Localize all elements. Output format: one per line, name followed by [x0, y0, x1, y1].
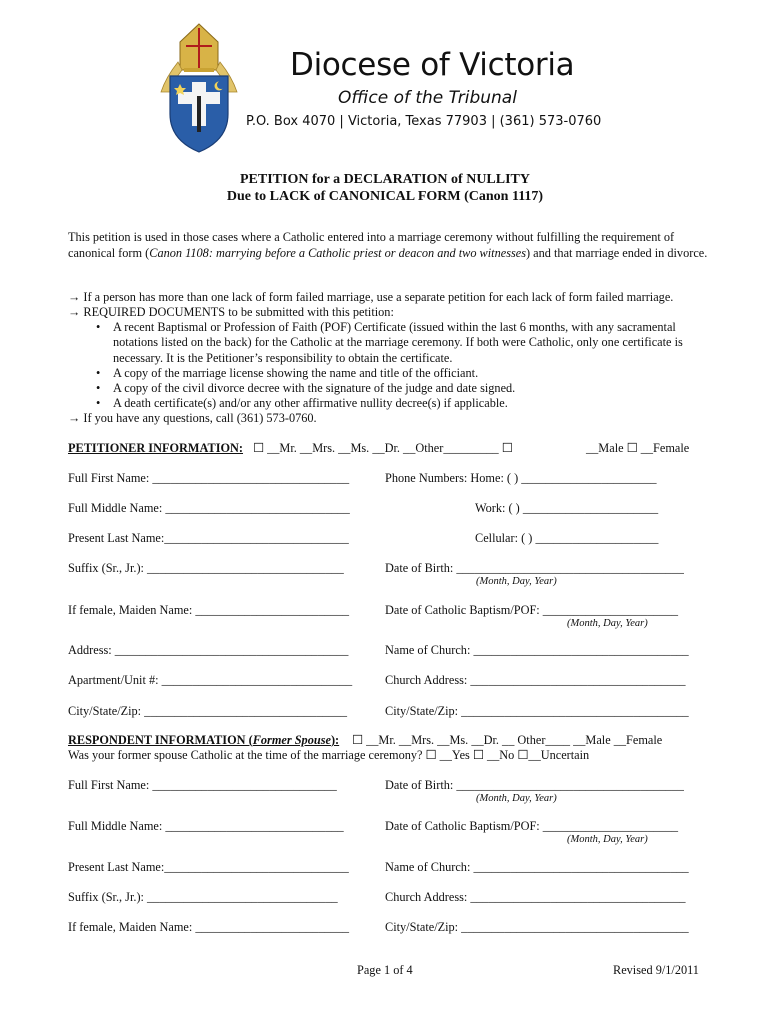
petitioner-address-field[interactable]: Address: ______________________________________ [68, 643, 349, 657]
petitioner-title-options[interactable]: ☐ __Mr. __Mrs. __Ms. __Dr. __Other_________ ☐ [253, 441, 513, 455]
respondent-catholic-question[interactable]: Was your former spouse Catholic at the time of the marriage ceremony? ☐ __Yes ☐ __No ☐__Uncertain [68, 748, 590, 762]
intro-paragraph: This petition is used in those cases where a Catholic entered into a marriage ceremony without fulfilling the requirement of canonical form (Canon 1108: marrying before a Catholic priest or deacon and two witnesses) and that marriage ended in divorce. [68, 230, 708, 260]
date-format-hint: (Month, Day, Year) [476, 576, 557, 587]
office-subtitle: Office of the Tribunal [338, 88, 517, 108]
respondent-first-name-field[interactable]: Full First Name: ______________________________ [68, 778, 337, 792]
list-item: • A copy of the marriage license showing the name and title of the officiant. [96, 366, 701, 381]
respondent-heading: RESPONDENT INFORMATION (Former Spouse): [68, 733, 340, 747]
petitioner-baptism-date-field[interactable]: Date of Catholic Baptism/POF: ______________________ [385, 603, 679, 617]
petitioner-gender-options[interactable]: __Male ☐ __Female [586, 441, 690, 455]
date-format-hint: (Month, Day, Year) [567, 618, 648, 629]
date-format-hint: (Month, Day, Year) [567, 834, 648, 845]
petitioner-heading: PETITIONER INFORMATION: [68, 441, 244, 455]
respondent-date-of-birth-field[interactable]: Date of Birth: _____________________________________ [385, 778, 684, 792]
respondent-church-name-field[interactable]: Name of Church: ___________________________________ [385, 860, 689, 874]
respondent-baptism-date-field[interactable]: Date of Catholic Baptism/POF: ______________________ [385, 819, 679, 833]
form-title-line1: PETITION for a DECLARATION of NULLITY [239, 172, 530, 187]
petitioner-last-name-field[interactable]: Present Last Name:______________________________ [68, 531, 349, 545]
note-questions: → If you have any questions, call (361) 573-0760. [68, 411, 317, 425]
respondent-last-name-field[interactable]: Present Last Name:______________________________ [68, 860, 349, 874]
organization-title: Diocese of Victoria [290, 47, 575, 83]
date-format-hint: (Month, Day, Year) [476, 793, 557, 804]
diocese-crest-logo [156, 22, 242, 154]
petitioner-church-city-field[interactable]: City/State/Zip: _____________________________________ [385, 704, 689, 718]
petitioner-church-address-field[interactable]: Church Address: ___________________________________ [385, 673, 686, 687]
list-item: • A copy of the civil divorce decree with the signature of the judge and date signed. [96, 381, 701, 396]
respondent-middle-name-field[interactable]: Full Middle Name: _____________________________ [68, 819, 344, 833]
respondent-title-options[interactable]: ☐ __Mr. __Mrs. __Ms. __Dr. __ Other____ __Male __Female [352, 733, 663, 747]
petitioner-apartment-field[interactable]: Apartment/Unit #: _______________________________ [68, 673, 353, 687]
note-required-documents: → REQUIRED DOCUMENTS to be submitted with this petition: [68, 305, 394, 319]
petitioner-maiden-name-field[interactable]: If female, Maiden Name: _________________________ [68, 603, 350, 617]
contact-address: P.O. Box 4070 | Victoria, Texas 77903 | (361) 573-0760 [246, 114, 602, 129]
form-title-line2: Due to LACK of CANONICAL FORM (Canon 1117) [226, 189, 544, 204]
petitioner-date-of-birth-field[interactable]: Date of Birth: _____________________________________ [385, 561, 684, 575]
list-item: • A death certificate(s) and/or any other affirmative nullity decree(s) if applicable. [96, 396, 701, 411]
respondent-suffix-field[interactable]: Suffix (Sr., Jr.): _______________________________ [68, 890, 338, 904]
revision-date: Revised 9/1/2011 [613, 963, 699, 977]
respondent-maiden-name-field[interactable]: If female, Maiden Name: _________________________ [68, 920, 350, 934]
respondent-church-address-field[interactable]: Church Address: ___________________________________ [385, 890, 686, 904]
list-item: • A recent Baptismal or Profession of Faith (POF) Certificate (issued within the last 6 months, with any sacramental notations listed on the back) for the Catholic at the marriage ceremony. If both were Catholic, only one certificate is necessary. It is the Petitioner’s responsibility to obtain the certificate. [96, 320, 701, 366]
petitioner-home-phone-field[interactable]: Phone Numbers: Home: ( ) ______________________ [385, 471, 657, 485]
petitioner-cell-phone-field[interactable]: Cellular: ( ) ____________________ [475, 531, 659, 545]
note-separate-petition: → If a person has more than one lack of form failed marriage, use a separate petition for each lack of form failed marriage. [68, 290, 674, 304]
respondent-church-city-field[interactable]: City/State/Zip: _____________________________________ [385, 920, 689, 934]
petitioner-suffix-field[interactable]: Suffix (Sr., Jr.): ________________________________ [68, 561, 344, 575]
page-number: Page 1 of 4 [357, 963, 413, 977]
petitioner-church-name-field[interactable]: Name of Church: ___________________________________ [385, 643, 689, 657]
petitioner-work-phone-field[interactable]: Work: ( ) ______________________ [475, 501, 659, 515]
petitioner-first-name-field[interactable]: Full First Name: ________________________________ [68, 471, 350, 485]
petitioner-middle-name-field[interactable]: Full Middle Name: ______________________________ [68, 501, 350, 515]
required-documents-list [96, 320, 701, 412]
petitioner-city-state-zip-field[interactable]: City/State/Zip: _________________________________ [68, 704, 348, 718]
